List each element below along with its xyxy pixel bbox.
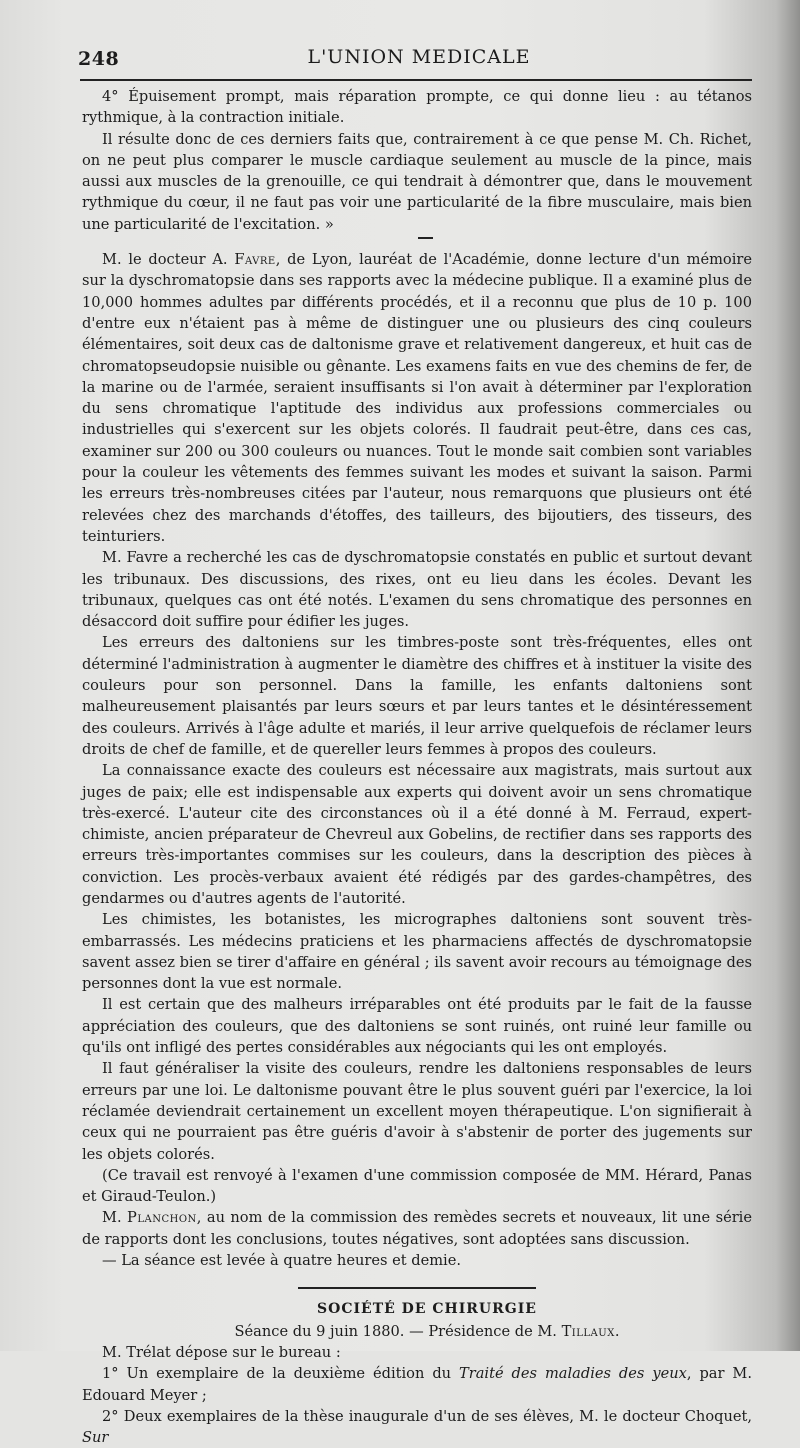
item1-book-title: Traité des maladies des yeux (459, 1365, 687, 1383)
p11-rest: , au nom de la commission des remèdes secrets et nouveaux, lit une série de rapports dont les conclusions, toutes négatives, sont adoptées sans discussion. (82, 1209, 752, 1248)
paragraph-1: 4° Épuisement prompt, mais réparation prompte, ce qui donne lieu : au tétanos rythmique, à la contraction initiale. (82, 88, 752, 127)
author-name-planchon: Planchon (127, 1209, 197, 1227)
p3-prefix: M. le docteur A. (102, 251, 228, 269)
item1-prefix: 1° Un exemplaire de la deuxième édition du (102, 1365, 452, 1383)
president-name: Tillaux (561, 1322, 615, 1340)
author-name-favre: Favre (234, 251, 276, 269)
item2-italic: Sur (82, 1429, 109, 1447)
article-body (82, 86, 752, 1448)
subtitle-prefix: Séance du 9 juin 1880. — Présidence de M. (234, 1322, 557, 1340)
p11-prefix: M. (102, 1209, 122, 1227)
paragraph-8: Il est certain que des malheurs irréparables ont été produits par le fait de la fausse appréciation des couleurs, que des daltoniens se sont ruinés, ont ruiné leur famille ou qu'ils ont infligé des pertes considérables aux négociants qui les ont employés. (82, 996, 752, 1057)
section-paragraph-1: M. Trélat dépose sur le bureau : (102, 1343, 341, 1361)
item1-suffix: , par M. Edouard Meyer ; (82, 1365, 752, 1404)
running-title: L'UNION MEDICALE (307, 46, 531, 68)
section-item-2 (82, 1406, 752, 1448)
page-number: 248 (78, 48, 120, 70)
page-header (78, 42, 760, 76)
subtitle-suffix: . (614, 1322, 620, 1340)
paragraph-3 (82, 249, 752, 547)
separator-dash (418, 237, 433, 239)
paragraph-2: Il résulte donc de ces derniers faits que, contrairement à ce que pense M. Ch. Richet, on ne peut plus comparer le muscle cardiaque seulement au muscle de la pince, mais aussi aux muscles de la grenouille, ce qui tendrait à démontrer que, dans le mouvement rythmique du cœur, il ne faut pas voir une particularité de la fibre musculaire, mais bien une particularité de l'excitation. » (82, 130, 752, 233)
section-item-1 (82, 1363, 752, 1406)
item2-prefix: 2° Deux exemplaires de la thèse inaugurale d'un de ses élèves, M. le docteur Choquet, (102, 1407, 752, 1425)
paragraph-4: M. Favre a recherché les cas de dyschromatopsie constatés en public et surtout devant les tribunaux. Des discussions, des rixes, ont eu lieu dans les écoles. Devant les tribunaux, quelques cas ont été notés. L'examen du sens chromatique des personnes en désaccord doit suffire pour édifier les juges. (82, 549, 752, 631)
paragraph-5: Les erreurs des daltoniens sur les timbres-poste sont très-fréquentes, elles ont déterminé l'administration à augmenter le diamètre des chiffres et à instituer la visite des couleurs pour son personnel. Dans la famille, les enfants daltoniens sont malheureusement plaisantés par leurs sœurs et par leurs tantes et le désintéressement des couleurs. Arrivés à l'âge adulte et mariés, il leur arrive quelquefois de réclamer leurs droits de chef de famille, et de quereller leurs femmes à propos des couleurs. (82, 634, 752, 758)
section-rule (298, 1287, 536, 1289)
paragraph-6: La connaissance exacte des couleurs est nécessaire aux magistrats, mais surtout aux juges de paix; elle est indispensable aux experts qui doivent avoir un sens chromatique très-exercé. L'auteur cite des circonstances où il a été donné à M. Ferraud, expert-chimiste, ancien préparateur de Chevreul aux Gobelins, de rectifier dans ses rapports des erreurs très-importantes commises sur les couleurs, dans la description des pièces à conviction. Les procès-verbaux avaient été rédigés par des gardes-champêtres, des gendarmes ou d'autres agents de l'autorité. (82, 762, 752, 907)
section-title: SOCIÉTÉ DE CHIRURGIE (317, 1301, 537, 1318)
p3-rest: , de Lyon, lauréat de l'Académie, donne lecture d'un mémoire sur la dyschromatopsie dans ses rapports avec la médecine publique. Il a examiné plus de 10,000 hommes adultes par différents procédés, et il a reconnu que plus de 10 p. 100 d'entre eux n'étaient pas à même de distinguer une ou plusieurs des cinq couleurs élémentaires, soit deux cas de daltonisme grave et relativement dangereux, et huit cas de chromatopseudopsie nuisible ou gênante. Les examens faits en vue des chemins de fer, de la marine ou de l'armée, seraient insuffisants si l'on avait à déterminer par l'exploration du sens chromatique l'aptitude des individus aux professions commerciales ou industrielles qui s'exercent sur les objets colorés. Il faudrait peut-être, dans ces cas, examiner sur 200 ou 300 couleurs ou nuances. Tout le monde sait combien sont variables pour la couleur les vêtements des femmes suivant les modes et suivant la saison. Parmi les erreurs très-nombreuses citées par l'auteur, nous remarquons que plusieurs ont été relevées chez des marchands d'étoffes, des tailleurs, des bijoutiers, des tisseurs, des teinturiers. (82, 251, 752, 545)
paragraph-12: — La séance est levée à quatre heures et demie. (102, 1252, 462, 1270)
header-rule (80, 79, 752, 81)
paragraph-7: Les chimistes, les botanistes, les micrographes daltoniens sont souvent très-embarrassés. Les médecins praticiens et les pharmaciens affectés de dyschromatopsie savent assez bien se tirer d'affaire en général ; ils savent avoir recours au témoignage des personnes dont la vue est normale. (82, 911, 752, 993)
paragraph-9: Il faut généraliser la visite des couleurs, rendre les daltoniens responsables de leurs erreurs par une loi. Le daltonisme pouvant être le plus souvent guéri par l'exercice, la loi réclamée deviendrait certainement un excellent moyen thérapeutique. L'on signifierait à ceux qui ne pourraient pas être guéris d'avoir à s'abstenir de porter des jugements sur les objets colorés. (82, 1060, 752, 1163)
section-subtitle (82, 1321, 752, 1342)
paragraph-10: (Ce travail est renvoyé à l'examen d'une commission composée de MM. Hérard, Panas et Giraud-Teulon.) (82, 1166, 752, 1206)
paragraph-11 (82, 1207, 752, 1250)
